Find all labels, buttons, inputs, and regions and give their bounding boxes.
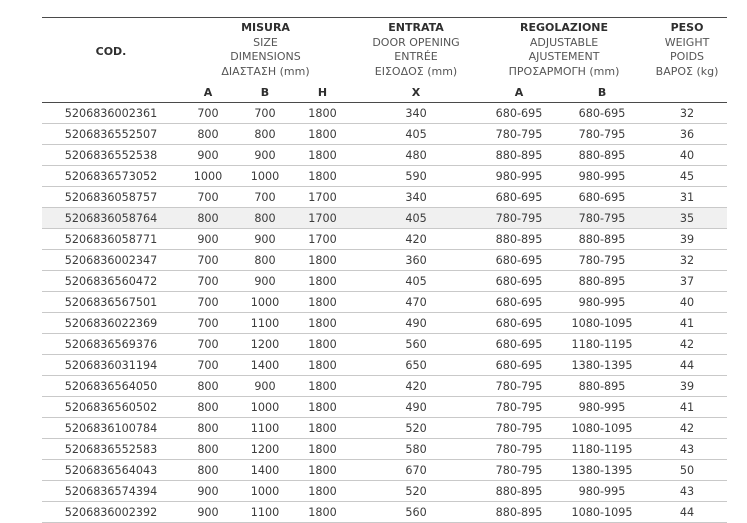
- weight-header-line-2: WEIGHT: [664, 35, 710, 49]
- code-cell: 5206836560472: [42, 271, 180, 292]
- size-b-cell: 1400: [236, 355, 294, 376]
- door-x-cell: 405: [351, 124, 481, 145]
- code-cell: 5206836552583: [42, 439, 180, 460]
- size-h-cell: 1800: [294, 481, 351, 502]
- size-a-cell: 800: [180, 376, 236, 397]
- size-a-cell: 800: [180, 208, 236, 229]
- table-row: [42, 481, 727, 502]
- door-header-line-3: ENTRÉE: [394, 50, 438, 63]
- door-x-cell: 470: [351, 292, 481, 313]
- weight-group-header: [647, 18, 727, 84]
- size-header-line-2: SIZE: [253, 35, 278, 49]
- door-x-cell: 405: [351, 271, 481, 292]
- size-b-cell: 1400: [236, 460, 294, 481]
- code-sub-header: [42, 83, 180, 103]
- size-b-header: B: [236, 83, 294, 103]
- door-x-cell: 670: [351, 460, 481, 481]
- size-b-cell: 1100: [236, 313, 294, 334]
- header-sub-row: [42, 83, 727, 103]
- size-a-cell: 800: [180, 124, 236, 145]
- adjust-b-cell: 1180-1195: [557, 334, 647, 355]
- adjust-b-cell: 1080-1095: [557, 418, 647, 439]
- size-a-cell: 700: [180, 334, 236, 355]
- size-a-cell: 700: [180, 187, 236, 208]
- door-x-cell: 340: [351, 103, 481, 124]
- weight-cell: 35: [647, 208, 727, 229]
- table-row: [42, 439, 727, 460]
- door-x-cell: 480: [351, 145, 481, 166]
- weight-cell: 31: [647, 187, 727, 208]
- size-b-cell: 1000: [236, 481, 294, 502]
- size-b-cell: 800: [236, 250, 294, 271]
- door-x-cell: 650: [351, 355, 481, 376]
- size-a-cell: 700: [180, 355, 236, 376]
- table-row: [42, 313, 727, 334]
- table-row: [42, 229, 727, 250]
- size-h-cell: 1800: [294, 250, 351, 271]
- code-cell: 5206836002361: [42, 103, 180, 124]
- code-cell: 5206836573052: [42, 166, 180, 187]
- adjust-header-line-2: ADJUSTABLE: [529, 35, 599, 49]
- product-spec-table: [42, 17, 727, 523]
- size-h-cell: 1800: [294, 418, 351, 439]
- code-cell: 5206836569376: [42, 334, 180, 355]
- weight-header-line-1: PESO: [670, 21, 704, 34]
- door-x-cell: 420: [351, 229, 481, 250]
- size-b-cell: 1200: [236, 334, 294, 355]
- adjust-b-cell: 880-895: [557, 271, 647, 292]
- adjust-b-cell: 680-695: [557, 103, 647, 124]
- door-x-cell: 560: [351, 334, 481, 355]
- door-group-header: [351, 18, 481, 84]
- weight-cell: 41: [647, 313, 727, 334]
- door-x-cell: 340: [351, 187, 481, 208]
- door-x-cell: 490: [351, 397, 481, 418]
- table-row: [42, 376, 727, 397]
- size-a-cell: 900: [180, 229, 236, 250]
- table-row: [42, 145, 727, 166]
- door-x-cell: 520: [351, 481, 481, 502]
- weight-cell: 41: [647, 397, 727, 418]
- size-b-cell: 1100: [236, 502, 294, 523]
- size-h-cell: 1700: [294, 187, 351, 208]
- door-header-line-1: ENTRATA: [388, 21, 444, 34]
- adjust-a-cell: 780-795: [481, 208, 557, 229]
- code-cell: 5206836100784: [42, 418, 180, 439]
- size-b-cell: 1000: [236, 397, 294, 418]
- adjust-b-cell: 980-995: [557, 166, 647, 187]
- adjust-b-cell: 780-795: [557, 250, 647, 271]
- code-cell: 5206836574394: [42, 481, 180, 502]
- size-a-cell: 800: [180, 397, 236, 418]
- adjust-a-cell: 780-795: [481, 397, 557, 418]
- adjust-a-cell: 980-995: [481, 166, 557, 187]
- size-a-cell: 800: [180, 439, 236, 460]
- weight-cell: 39: [647, 229, 727, 250]
- size-b-cell: 1000: [236, 166, 294, 187]
- adjust-a-cell: 780-795: [481, 418, 557, 439]
- weight-cell: 50: [647, 460, 727, 481]
- size-a-cell: 800: [180, 460, 236, 481]
- size-header-line-1: MISURA: [241, 21, 290, 34]
- door-header-line-2: DOOR OPENING: [372, 35, 460, 49]
- weight-header-line-4: ΒΑΡΟΣ (kg): [655, 64, 719, 78]
- weight-cell: 42: [647, 418, 727, 439]
- weight-cell: 37: [647, 271, 727, 292]
- header-group-row: [42, 18, 727, 84]
- size-a-cell: 900: [180, 145, 236, 166]
- size-h-cell: 1800: [294, 355, 351, 376]
- size-h-cell: 1800: [294, 397, 351, 418]
- table-row: [42, 397, 727, 418]
- code-cell: 5206836564043: [42, 460, 180, 481]
- size-h-cell: 1800: [294, 145, 351, 166]
- size-h-cell: 1800: [294, 376, 351, 397]
- size-b-cell: 900: [236, 145, 294, 166]
- size-a-cell: 700: [180, 313, 236, 334]
- adjust-a-cell: 680-695: [481, 313, 557, 334]
- adjust-b-cell: 880-895: [557, 376, 647, 397]
- adjust-b-cell: 1180-1195: [557, 439, 647, 460]
- weight-cell: 32: [647, 103, 727, 124]
- adjust-a-cell: 780-795: [481, 124, 557, 145]
- size-a-cell: 800: [180, 418, 236, 439]
- table-row: [42, 460, 727, 481]
- code-cell: 5206836552507: [42, 124, 180, 145]
- adjust-b-cell: 1380-1395: [557, 355, 647, 376]
- code-cell: 5206836022369: [42, 313, 180, 334]
- weight-cell: 40: [647, 145, 727, 166]
- door-x-cell: 405: [351, 208, 481, 229]
- adjust-b-cell: 1080-1095: [557, 502, 647, 523]
- door-x-cell: 520: [351, 418, 481, 439]
- code-cell: 5206836031194: [42, 355, 180, 376]
- code-cell: 5206836058757: [42, 187, 180, 208]
- table-row: [42, 355, 727, 376]
- size-h-cell: 1800: [294, 292, 351, 313]
- adjust-a-cell: 680-695: [481, 103, 557, 124]
- table-row: [42, 208, 727, 229]
- adjust-b-cell: 780-795: [557, 124, 647, 145]
- weight-cell: 43: [647, 481, 727, 502]
- door-x-cell: 580: [351, 439, 481, 460]
- code-cell: 5206836058771: [42, 229, 180, 250]
- adjust-a-cell: 880-895: [481, 145, 557, 166]
- size-b-cell: 1100: [236, 418, 294, 439]
- code-cell: 5206836002392: [42, 502, 180, 523]
- table-row: [42, 418, 727, 439]
- weight-cell: 43: [647, 439, 727, 460]
- table-row: [42, 250, 727, 271]
- adjust-b-cell: 1380-1395: [557, 460, 647, 481]
- adjust-a-cell: 880-895: [481, 229, 557, 250]
- table-row: [42, 502, 727, 523]
- adjust-b-cell: 880-895: [557, 145, 647, 166]
- code-cell: 5206836552538: [42, 145, 180, 166]
- size-group-header: [180, 18, 351, 84]
- adjust-a-cell: 680-695: [481, 292, 557, 313]
- size-h-cell: 1800: [294, 103, 351, 124]
- adjust-group-header: [481, 18, 647, 84]
- door-header-line-4: ΕΙΣΟΔΟΣ (mm): [374, 64, 458, 78]
- adjust-b-cell: 880-895: [557, 229, 647, 250]
- size-h-cell: 1800: [294, 166, 351, 187]
- size-h-cell: 1700: [294, 208, 351, 229]
- code-cell: 5206836058764: [42, 208, 180, 229]
- size-h-cell: 1800: [294, 271, 351, 292]
- size-a-cell: 900: [180, 502, 236, 523]
- table-row: [42, 271, 727, 292]
- size-a-cell: 900: [180, 481, 236, 502]
- table-row: [42, 103, 727, 124]
- table-row: [42, 124, 727, 145]
- weight-cell: 44: [647, 355, 727, 376]
- adjust-a-cell: 680-695: [481, 271, 557, 292]
- adjust-b-cell: 980-995: [557, 292, 647, 313]
- adjust-a-cell: 680-695: [481, 334, 557, 355]
- size-b-cell: 1000: [236, 292, 294, 313]
- adjust-a-cell: 780-795: [481, 376, 557, 397]
- table-body: [42, 103, 727, 523]
- size-h-cell: 1800: [294, 502, 351, 523]
- size-b-cell: 700: [236, 187, 294, 208]
- table-row: [42, 334, 727, 355]
- size-b-cell: 800: [236, 208, 294, 229]
- code-cell: 5206836564050: [42, 376, 180, 397]
- size-header-line-3: DIMENSIONS: [230, 50, 301, 63]
- size-b-cell: 700: [236, 103, 294, 124]
- code-cell: 5206836567501: [42, 292, 180, 313]
- door-x-cell: 490: [351, 313, 481, 334]
- weight-sub-header: [647, 83, 727, 103]
- weight-header-line-3: POIDS: [670, 50, 705, 63]
- size-a-header: A: [180, 83, 236, 103]
- adjust-a-cell: 780-795: [481, 439, 557, 460]
- size-a-cell: 1000: [180, 166, 236, 187]
- weight-cell: 36: [647, 124, 727, 145]
- size-h-cell: 1800: [294, 334, 351, 355]
- adjust-a-cell: 680-695: [481, 355, 557, 376]
- door-x-cell: 590: [351, 166, 481, 187]
- adjust-b-header: B: [557, 83, 647, 103]
- adjust-header-line-1: REGOLAZIONE: [520, 21, 609, 34]
- weight-cell: 39: [647, 376, 727, 397]
- adjust-a-cell: 880-895: [481, 481, 557, 502]
- door-x-cell: 360: [351, 250, 481, 271]
- size-h-cell: 1800: [294, 460, 351, 481]
- adjust-b-cell: 980-995: [557, 481, 647, 502]
- adjust-b-cell: 780-795: [557, 208, 647, 229]
- weight-cell: 32: [647, 250, 727, 271]
- adjust-b-cell: 980-995: [557, 397, 647, 418]
- adjust-a-cell: 880-895: [481, 502, 557, 523]
- door-x-cell: 560: [351, 502, 481, 523]
- table-row: [42, 166, 727, 187]
- adjust-b-cell: 1080-1095: [557, 313, 647, 334]
- size-b-cell: 900: [236, 376, 294, 397]
- weight-cell: 42: [647, 334, 727, 355]
- size-b-cell: 900: [236, 229, 294, 250]
- size-a-cell: 700: [180, 250, 236, 271]
- size-a-cell: 700: [180, 271, 236, 292]
- table-row: [42, 292, 727, 313]
- size-header-line-4: ΔΙΑΣΤΑΣΗ (mm): [221, 64, 310, 78]
- adjust-a-cell: 780-795: [481, 460, 557, 481]
- adjust-a-cell: 680-695: [481, 250, 557, 271]
- size-b-cell: 900: [236, 271, 294, 292]
- door-x-cell: 420: [351, 376, 481, 397]
- size-h-cell: 1700: [294, 229, 351, 250]
- size-h-cell: 1800: [294, 439, 351, 460]
- size-a-cell: 700: [180, 103, 236, 124]
- adjust-a-cell: 680-695: [481, 187, 557, 208]
- size-h-cell: 1800: [294, 313, 351, 334]
- size-a-cell: 700: [180, 292, 236, 313]
- size-b-cell: 800: [236, 124, 294, 145]
- size-h-cell: 1800: [294, 124, 351, 145]
- weight-cell: 45: [647, 166, 727, 187]
- code-cell: 5206836002347: [42, 250, 180, 271]
- spec-sheet: [42, 17, 727, 523]
- weight-cell: 44: [647, 502, 727, 523]
- code-column-header: COD.: [42, 18, 180, 84]
- size-b-cell: 1200: [236, 439, 294, 460]
- adjust-b-cell: 680-695: [557, 187, 647, 208]
- code-cell: 5206836560502: [42, 397, 180, 418]
- adjust-header-line-3: AJUSTEMENT: [528, 50, 600, 63]
- door-x-header: X: [351, 83, 481, 103]
- table-row: [42, 187, 727, 208]
- table-header: [42, 18, 727, 103]
- size-h-header: H: [294, 83, 351, 103]
- adjust-a-header: A: [481, 83, 557, 103]
- weight-cell: 40: [647, 292, 727, 313]
- adjust-header-line-4: ΠΡΟΣΑΡΜΟΓΗ (mm): [508, 64, 620, 78]
